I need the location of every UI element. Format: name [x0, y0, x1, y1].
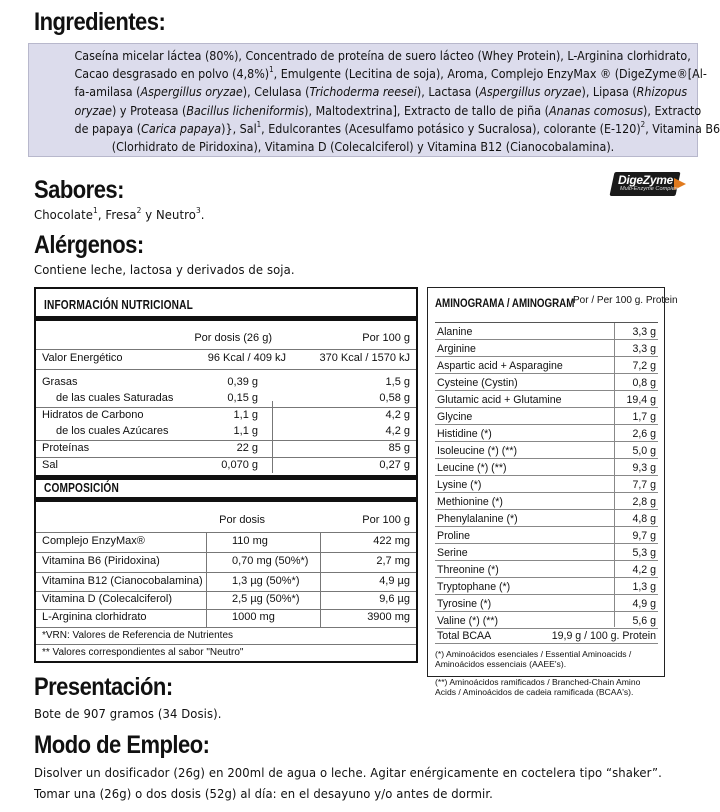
aminogram-footnote-bcaa: (**) Aminoácidos ramificados / Branched-Chain Amino Acids / Aminoácidos de cadeia ramificada (BCAA's).	[435, 677, 641, 697]
aminogram-row	[435, 578, 658, 595]
nutrition-title: INFORMACIÓN NUTRICIONAL	[44, 297, 193, 312]
aminogram-subtitle: Por / Per 100 g. Protein	[573, 295, 678, 306]
divider	[36, 627, 416, 628]
column-divider	[320, 532, 321, 628]
amino-value: 3,3 g	[632, 326, 656, 338]
amino-value: 2,6 g	[632, 428, 656, 440]
composition-row: Vitamina B12 (Cianocobalamina) 1,3 µg (50%*) 4,9 µg	[42, 575, 410, 587]
amino-name: Histidine (*)	[437, 428, 492, 440]
amino-name: Valine (*) (**)	[437, 615, 499, 627]
composition-row: Complejo EnzyMax® 110 mg 422 mg	[42, 535, 410, 547]
nutrition-row: Sal 0,070 g 0,27 g	[42, 459, 410, 471]
presentation-heading: Presentación:	[34, 673, 173, 701]
ingredients-line-5: de papaya (Carica papaya)}, Sal$^1$, Edulcorantes (Acesulfamo potásico y Sucralosa), colorante $(E-120)^2$, Vitamina B6	[74, 119, 720, 136]
amino-name: Threonine (*)	[437, 564, 499, 576]
divider	[36, 369, 416, 370]
logo-name: DigeZyme	[618, 173, 673, 187]
amino-name: Tyrosine (*)	[437, 598, 492, 610]
divider	[36, 349, 416, 350]
flavors-text: Chocolate$^1$, Fresa$^2$ y Neutro$^3$.	[34, 206, 205, 222]
ingredients-line-6: (Clorhidrato de Piridoxina), Vitamina D (Colecalciferol) y Vitamina B12 (Cianocobalamina).	[111, 139, 615, 155]
aminogram-row	[435, 476, 658, 493]
amino-name: Methionine (*)	[437, 496, 503, 508]
aminogram-row	[435, 561, 658, 578]
digezyme-logo	[612, 172, 688, 198]
aminogram-row	[435, 357, 658, 374]
divider	[36, 572, 416, 573]
amino-value: 4,8 g	[632, 513, 656, 525]
ingredients-line-4: oryzae) y Proteasa (Bacillus licheniformis), Maltodextrina], Extracto de tallo de piña (Ananas comosus), Extracto	[74, 102, 702, 118]
aminogram-row	[435, 527, 658, 544]
aminogram-footnote-essential: (*) Aminoácidos esenciales / Essential Aminoacids / Aminoácidos essenciais (AAEE's).	[435, 649, 632, 669]
nutrition-row: de las cuales Saturadas 0,15 g 0,58 g	[56, 392, 410, 404]
amino-value: 1,3 g	[632, 581, 656, 593]
composition-row: L-Arginina clorhidrato 1000 mg 3900 mg	[42, 611, 410, 623]
nutrition-row: Grasas 0,39 g 1,5 g	[42, 376, 410, 388]
aminogram-row	[435, 595, 658, 612]
amino-value: 5,0 g	[632, 445, 656, 457]
amino-name: Tryptophane (*)	[437, 581, 511, 593]
composition-row: Vitamina B6 (Piridoxina) 0,70 mg (50%*) 2,7 mg	[42, 555, 410, 567]
divider	[36, 532, 416, 533]
ingredients-heading: Ingredientes:	[34, 8, 166, 36]
ingredients-box	[28, 43, 720, 157]
ingredients-line-1: Caseína micelar láctea (80%), Concentrado de proteína de suero lácteo (Whey Protein), L-Arginina clorhidrato,	[74, 48, 691, 63]
composition-row: Vitamina D (Colecalciferol) 2,5 µg (50%*) 9,6 µg	[42, 593, 410, 605]
nutrition-header: Por dosis (26 g) Por 100 g	[194, 332, 410, 344]
aminogram-row	[435, 544, 658, 561]
aminogram-row	[435, 442, 658, 459]
amino-name: Isoleucine (*) (**)	[437, 445, 518, 457]
aminogram-row	[435, 374, 658, 391]
amino-value: 0,8 g	[632, 377, 656, 389]
column-divider	[206, 532, 207, 628]
aminogram-row	[435, 408, 658, 425]
aminogram-row	[435, 425, 658, 442]
amino-value: 7,7 g	[632, 479, 656, 491]
amino-name: Serine	[437, 547, 468, 559]
column-divider	[272, 401, 273, 473]
usage-heading: Modo de Empleo:	[34, 731, 210, 759]
aminogram-row	[435, 323, 658, 340]
amino-value: 9,3 g	[632, 462, 656, 474]
nutrition-table	[34, 287, 418, 663]
amino-name: Alanine	[437, 326, 473, 338]
nutrition-row: Proteínas 22 g 85 g	[42, 442, 410, 454]
composition-header: Por dosis Por 100 g	[219, 514, 410, 526]
amino-name: Glycine	[437, 411, 473, 423]
usage-line-1: Disolver un dosificador (26g) en 200ml de agua o leche. Agitar enérgicamente en coctelera tipo “shaker”.	[34, 765, 662, 780]
amino-value: 4,2 g	[632, 564, 656, 576]
divider	[36, 552, 416, 553]
amino-name: Lysine (*)	[437, 479, 482, 491]
amino-value: 4,9 g	[632, 598, 656, 610]
aminogram-row	[435, 493, 658, 510]
nutrition-row: Valor Energético 96 Kcal / 409 kJ 370 Kcal / 1570 kJ	[42, 352, 410, 364]
ingredients-line-3: fa-amilasa (Aspergillus oryzae), Celulasa (Trichoderma reesei), Lactasa (Aspergillus oryzae), Lipasa (Rhizopus	[74, 84, 688, 100]
allergens-heading: Alérgenos:	[34, 231, 144, 259]
divider	[36, 644, 416, 645]
amino-value: 3,3 g	[632, 343, 656, 355]
amino-value: 5,3 g	[632, 547, 656, 559]
aminogram-title: AMINOGRAMA / AMINOGRAM	[435, 298, 575, 310]
amino-value: 5,6 g	[632, 615, 656, 627]
composition-footnote-vrn: *VRN: Valores de Referencia de Nutrientes	[42, 630, 234, 641]
composition-footnote-neutro: ** Valores correspondientes al sabor "Neutro"	[42, 647, 244, 658]
aminogram-row	[435, 459, 658, 476]
amino-value: 9,7 g	[632, 530, 656, 542]
presentation-text: Bote de 907 gramos (34 Dosis).	[34, 706, 222, 721]
divider	[36, 316, 416, 321]
amino-value: 2,8 g	[632, 496, 656, 508]
nutrition-row: de los cuales Azúcares 1,1 g 4,2 g	[56, 425, 410, 437]
aminogram-title-row	[435, 294, 678, 312]
aminogram-row	[435, 391, 658, 408]
amino-name: Phenylalanine (*)	[437, 513, 518, 525]
nutrition-row: Hidratos de Carbono 1,1 g 4,2 g	[42, 409, 410, 421]
amino-name: Aspartic acid + Asparagine	[437, 360, 563, 372]
flavors-heading: Sabores:	[34, 176, 124, 204]
column-divider	[614, 323, 615, 627]
usage-line-2: Tomar una (26g) o dos dosis (52g) al día: en el desayuno y/o antes de dormir.	[34, 786, 493, 801]
amino-value: 7,2 g	[632, 360, 656, 372]
amino-name: Glutamic acid + Glutamine	[437, 394, 562, 406]
allergens-text: Contiene leche, lactosa y derivados de soja.	[34, 262, 295, 277]
aminogram-row	[435, 340, 658, 357]
aminogram-total-row: Total BCAA 19,9 g / 100 g. Protein	[435, 627, 658, 644]
amino-value: 19,4 g	[626, 394, 656, 406]
amino-name: Leucine (*) (**)	[437, 462, 507, 474]
amino-name: Proline	[437, 530, 470, 542]
amino-value: 1,7 g	[632, 411, 656, 423]
amino-name: Cysteine (Cystin)	[437, 377, 518, 389]
composition-title: COMPOSICIÓN	[44, 480, 119, 495]
amino-name: Arginine	[437, 343, 476, 355]
divider	[36, 497, 416, 502]
aminogram-table	[427, 287, 678, 697]
logo-subtitle: Multi-Enzyme Complex	[620, 186, 678, 192]
ingredients-line-2: Cacao desgrasado en polvo $(4,8\%)^1$, Emulgente (Lecitina de soja), Aroma, Complejo EnzyMax ® (DigeZyme®[Al-	[74, 65, 707, 82]
aminogram-row	[435, 510, 658, 527]
